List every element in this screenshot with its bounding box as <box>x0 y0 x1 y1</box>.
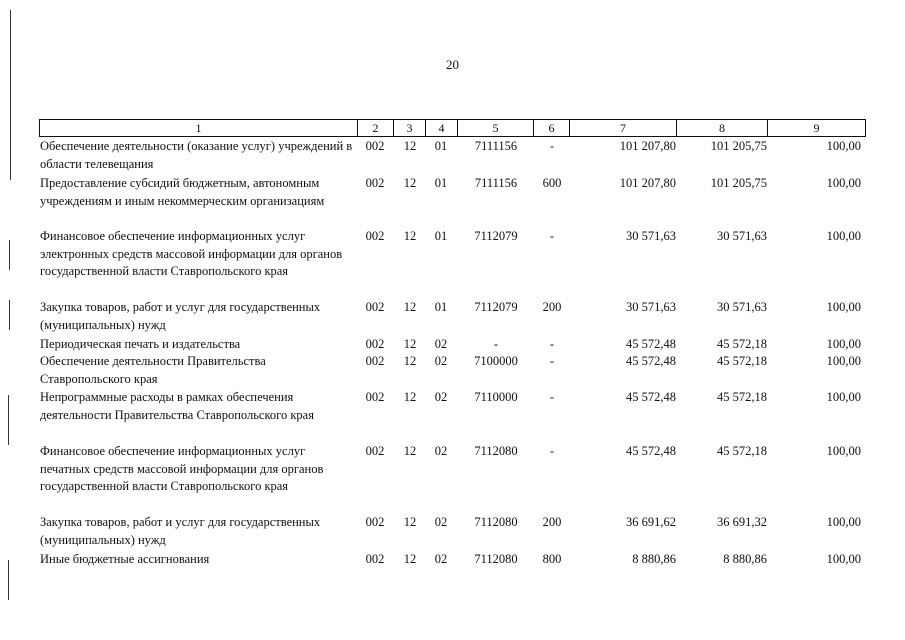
row-value: 002 <box>365 444 385 458</box>
row-value: 8 880,86 <box>632 552 676 566</box>
row-value: 45 572,48 <box>626 337 676 351</box>
row-value: - <box>549 337 555 351</box>
row-value: 002 <box>365 515 385 529</box>
row-value: 45 572,48 <box>626 390 676 404</box>
row-value: 002 <box>365 229 385 243</box>
row-value: 7100000 <box>474 354 518 368</box>
row-value: 36 691,62 <box>626 515 676 529</box>
row-value: 7110000 <box>474 390 518 404</box>
row-value: 45 572,48 <box>626 444 676 458</box>
header-cell: 2 <box>358 120 394 136</box>
row-value: 100,00 <box>826 229 861 243</box>
row-value: 01 <box>434 300 448 314</box>
header-cell: 5 <box>458 120 534 136</box>
row-value: 002 <box>365 390 385 404</box>
scan-edge-line <box>8 395 9 445</box>
row-value: 45 572,48 <box>626 354 676 368</box>
row-value: 7111156 <box>474 139 518 153</box>
row-value: - <box>549 354 555 368</box>
page-number: 20 <box>446 57 459 72</box>
row-value: 002 <box>365 300 385 314</box>
row-value: 100,00 <box>826 176 861 190</box>
row-label: Закупка товаров, работ и услуг для государственных (муниципальных) нужд <box>40 300 321 332</box>
row-value: 200 <box>542 300 562 314</box>
row-value: 8 880,86 <box>723 552 767 566</box>
row-value: 7112080 <box>474 515 518 529</box>
row-value: 02 <box>434 552 448 566</box>
row-value: 200 <box>542 515 562 529</box>
row-label: Финансовое обеспечение информационных услуг электронных средств массовой информации для органов государственной власти Ставропольского края <box>40 229 343 278</box>
row-value: 100,00 <box>826 300 861 314</box>
row-value: 12 <box>403 139 417 153</box>
row-value: 100,00 <box>826 390 861 404</box>
row-value: 12 <box>403 390 417 404</box>
row-label: Закупка товаров, работ и услуг для государственных (муниципальных) нужд <box>40 515 321 547</box>
row-value: 12 <box>403 337 417 351</box>
header-cell: 7 <box>570 120 677 136</box>
row-label: Обеспечение деятельности Правительства Ставропольского края <box>40 354 266 386</box>
row-value: 02 <box>434 515 448 529</box>
row-value: - <box>549 444 555 458</box>
row-value: 100,00 <box>826 515 861 529</box>
row-label: Непрограммные расходы в рамках обеспечения деятельности Правительства Ставропольского края <box>40 390 314 422</box>
row-value: 02 <box>434 354 448 368</box>
row-label: Предоставление субсидий бюджетным, автономным учреждениям и иным некоммерческим организациям <box>40 176 325 208</box>
header-cell: 3 <box>394 120 426 136</box>
row-value: 02 <box>434 444 448 458</box>
header-cell: 8 <box>677 120 768 136</box>
row-value: 12 <box>403 444 417 458</box>
row-value: 12 <box>403 300 417 314</box>
row-value: 002 <box>365 552 385 566</box>
scan-edge-line <box>10 10 11 180</box>
row-value: - <box>549 390 555 404</box>
row-value: 002 <box>365 337 385 351</box>
row-value: 12 <box>403 515 417 529</box>
row-value: 30 571,63 <box>626 300 676 314</box>
row-value: 01 <box>434 176 448 190</box>
row-value: 30 571,63 <box>717 300 767 314</box>
row-value: - <box>549 229 555 243</box>
row-value: 12 <box>403 229 417 243</box>
row-label: Периодическая печать и издательства <box>40 337 241 351</box>
header-cell: 1 <box>40 120 358 136</box>
row-value: 002 <box>365 176 385 190</box>
row-value: 7112079 <box>474 229 518 243</box>
row-value: 01 <box>434 229 448 243</box>
row-value: 01 <box>434 139 448 153</box>
row-value: 12 <box>403 176 417 190</box>
row-label: Иные бюджетные ассигнования <box>40 552 210 566</box>
row-value: 12 <box>403 552 417 566</box>
row-value: 101 207,80 <box>619 139 676 153</box>
row-value: 101 207,80 <box>619 176 676 190</box>
row-value: 36 691,32 <box>717 515 767 529</box>
row-value: 600 <box>542 176 562 190</box>
row-value: 100,00 <box>826 552 861 566</box>
row-label: Финансовое обеспечение информационных услуг печатных средств массовой информации для органов государственной власти Ставропольского края <box>40 444 324 493</box>
row-value: 45 572,18 <box>717 444 767 458</box>
row-value: 02 <box>434 337 448 351</box>
row-value: - <box>549 139 555 153</box>
row-value: 7111156 <box>474 176 518 190</box>
scan-edge-line <box>8 560 9 600</box>
row-value: 100,00 <box>826 139 861 153</box>
header-cell: 9 <box>813 121 820 135</box>
row-value: 45 572,18 <box>717 354 767 368</box>
row-value: 101 205,75 <box>710 176 767 190</box>
row-value: 02 <box>434 390 448 404</box>
scan-edge-line <box>9 300 10 330</box>
row-value: 7112080 <box>474 552 518 566</box>
row-value: 12 <box>403 354 417 368</box>
row-value: - <box>493 337 499 351</box>
table-header <box>39 119 866 137</box>
row-value: 30 571,63 <box>717 229 767 243</box>
row-value: 002 <box>365 139 385 153</box>
row-value: 7112080 <box>474 444 518 458</box>
row-value: 45 572,18 <box>717 337 767 351</box>
row-value: 7112079 <box>474 300 518 314</box>
row-value: 100,00 <box>826 337 861 351</box>
row-value: 800 <box>542 552 562 566</box>
row-label: Обеспечение деятельности (оказание услуг) учреждений в области телевещания <box>40 139 353 171</box>
row-value: 002 <box>365 354 385 368</box>
row-value: 100,00 <box>826 444 861 458</box>
scan-edge-line <box>9 240 10 270</box>
header-cell: 6 <box>534 120 570 136</box>
row-value: 45 572,18 <box>717 390 767 404</box>
row-value: 30 571,63 <box>626 229 676 243</box>
row-value: 101 205,75 <box>710 139 767 153</box>
header-cell: 4 <box>426 120 458 136</box>
row-value: 100,00 <box>826 354 861 368</box>
